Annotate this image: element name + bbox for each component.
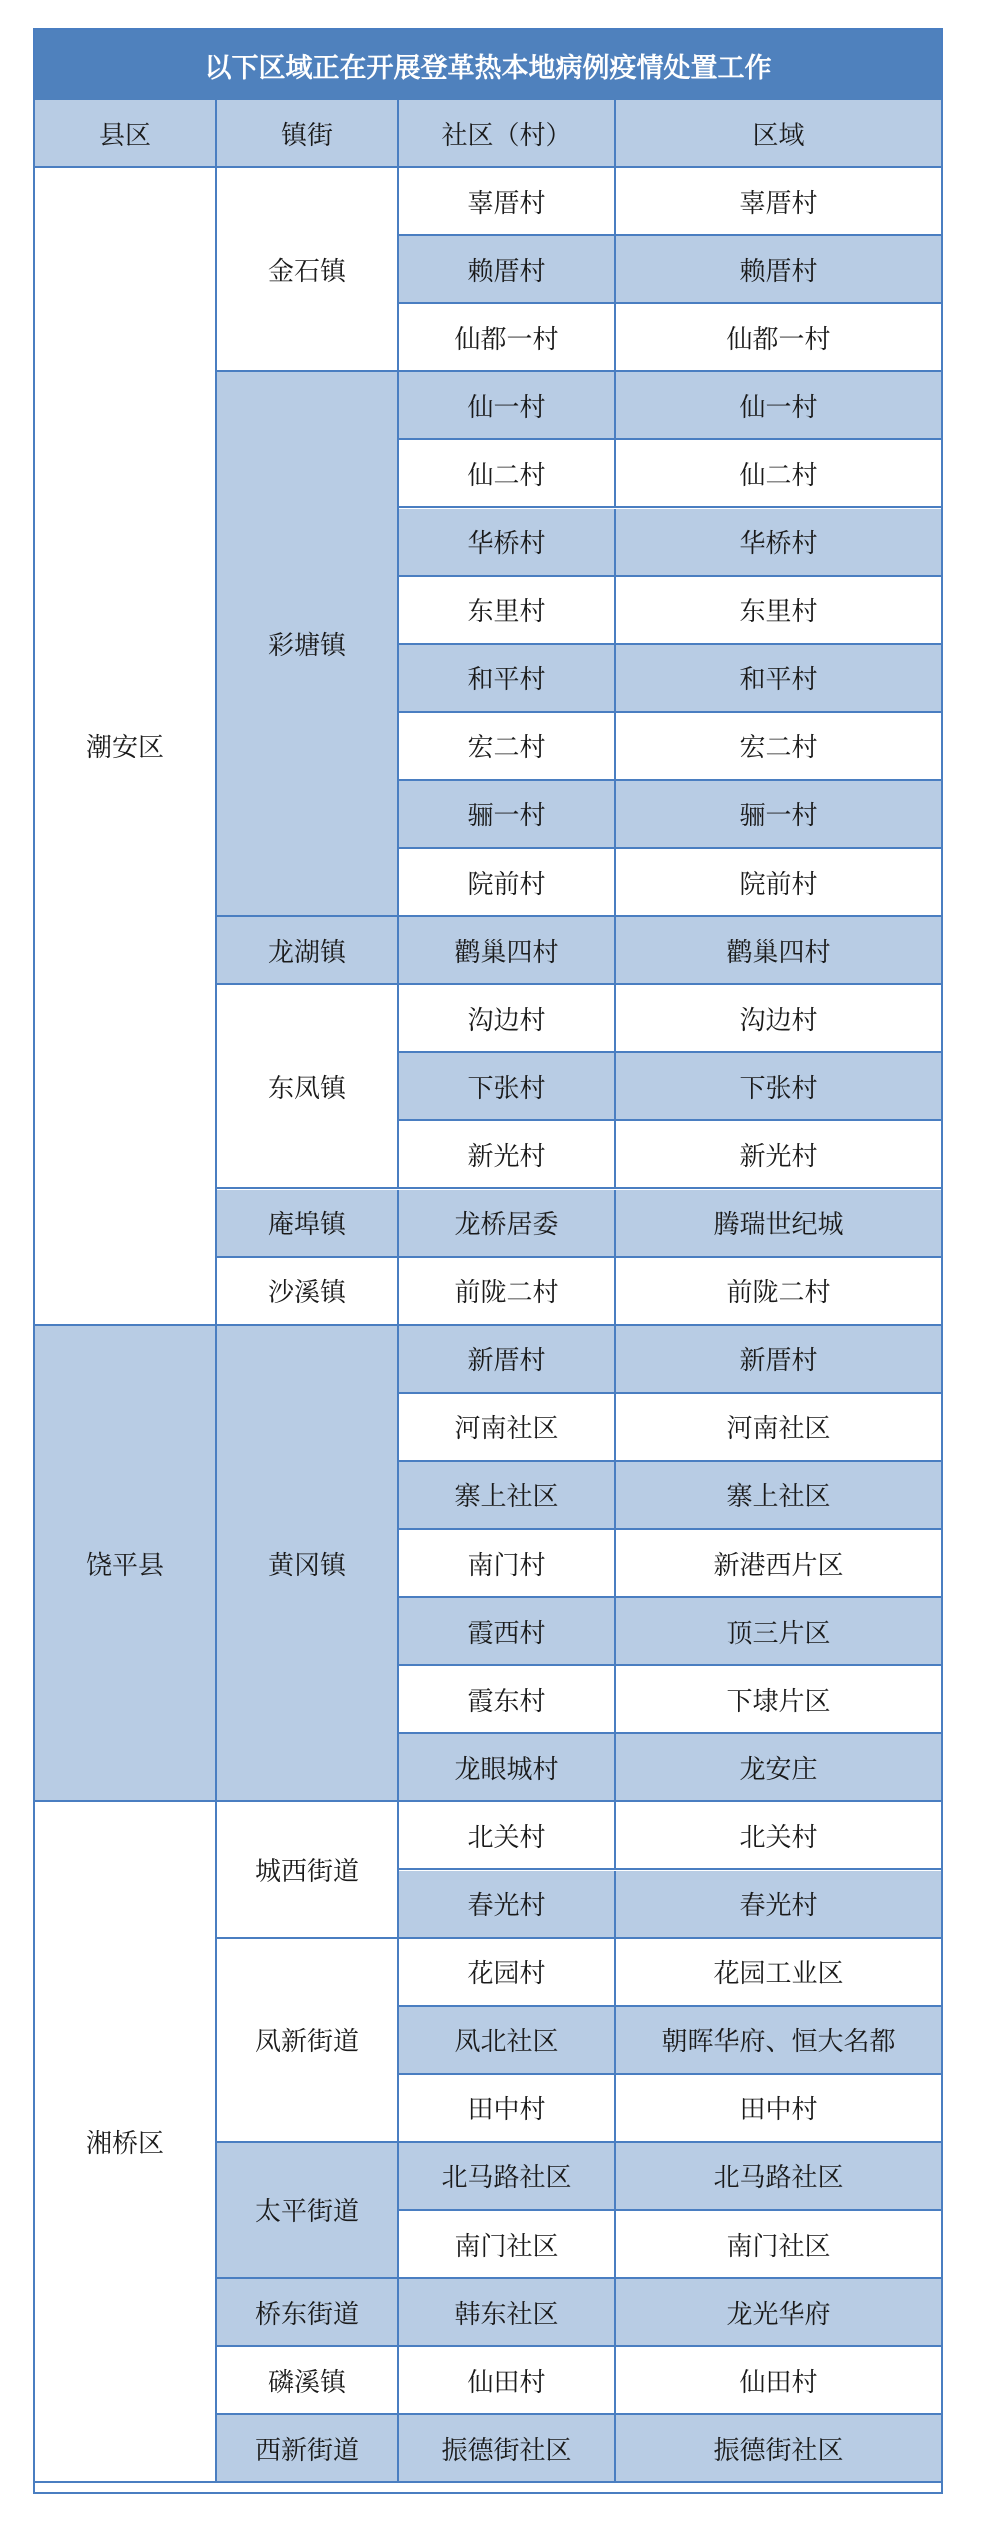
area-cell: 赖厝村	[616, 236, 941, 304]
village-cell: 仙一村	[399, 372, 616, 440]
village-cell: 赖厝村	[399, 236, 616, 304]
village-cell: 新光村	[399, 1121, 616, 1189]
area-cell: 华桥村	[616, 509, 941, 577]
village-cell: 春光村	[399, 1871, 616, 1939]
area-cell: 下张村	[616, 1053, 941, 1121]
town-cell: 金石镇	[217, 168, 399, 372]
area-cell: 新光村	[616, 1121, 941, 1189]
area-cell: 新港西片区	[616, 1530, 941, 1598]
area-cell: 北马路社区	[616, 2143, 941, 2211]
area-cell: 河南社区	[616, 1394, 941, 1462]
area-cell: 顶三片区	[616, 1598, 941, 1666]
county-cell: 潮安区	[35, 168, 217, 1326]
area-cell: 鹳巢四村	[616, 917, 941, 985]
village-cell: 花园村	[399, 1939, 616, 2007]
area-cell: 新厝村	[616, 1326, 941, 1394]
village-cell: 骊一村	[399, 781, 616, 849]
town-cell: 西新街道	[217, 2415, 399, 2483]
column-header: 区域	[616, 100, 941, 168]
county-cell: 湘桥区	[35, 1802, 217, 2483]
village-cell: 韩东社区	[399, 2279, 616, 2347]
village-cell: 凤北社区	[399, 2007, 616, 2075]
village-cell: 龙桥居委	[399, 1190, 616, 1258]
area-cell: 田中村	[616, 2075, 941, 2143]
area-cell: 仙田村	[616, 2347, 941, 2415]
area-cell: 振德街社区	[616, 2415, 941, 2483]
area-cell: 院前村	[616, 849, 941, 917]
town-cell: 黄冈镇	[217, 1326, 399, 1803]
town-cell: 庵埠镇	[217, 1190, 399, 1258]
area-cell: 下埭片区	[616, 1666, 941, 1734]
area-cell: 沟边村	[616, 985, 941, 1053]
village-cell: 东里村	[399, 577, 616, 645]
town-cell: 东凤镇	[217, 985, 399, 1189]
town-cell: 凤新街道	[217, 1939, 399, 2143]
area-cell: 和平村	[616, 645, 941, 713]
town-cell: 沙溪镇	[217, 1258, 399, 1326]
village-cell: 沟边村	[399, 985, 616, 1053]
town-cell: 城西街道	[217, 1802, 399, 1938]
area-cell: 骊一村	[616, 781, 941, 849]
area-cell: 仙二村	[616, 440, 941, 508]
area-cell: 龙安庄	[616, 1734, 941, 1802]
village-cell: 北马路社区	[399, 2143, 616, 2211]
column-header: 镇街	[217, 100, 399, 168]
town-cell: 桥东街道	[217, 2279, 399, 2347]
village-cell: 仙都一村	[399, 304, 616, 372]
area-cell: 腾瑞世纪城	[616, 1190, 941, 1258]
village-cell: 寨上社区	[399, 1462, 616, 1530]
village-cell: 辜厝村	[399, 168, 616, 236]
town-cell: 龙湖镇	[217, 917, 399, 985]
village-cell: 新厝村	[399, 1326, 616, 1394]
village-cell: 龙眼城村	[399, 1734, 616, 1802]
area-cell: 春光村	[616, 1871, 941, 1939]
village-cell: 南门村	[399, 1530, 616, 1598]
town-cell: 彩塘镇	[217, 372, 399, 917]
village-cell: 仙田村	[399, 2347, 616, 2415]
column-header: 社区（村）	[399, 100, 616, 168]
village-cell: 田中村	[399, 2075, 616, 2143]
table-title: 以下区域正在开展登革热本地病例疫情处置工作	[35, 30, 941, 100]
town-cell: 磷溪镇	[217, 2347, 399, 2415]
town-cell: 太平街道	[217, 2143, 399, 2279]
village-cell: 前陇二村	[399, 1258, 616, 1326]
area-cell: 朝晖华府、恒大名都	[616, 2007, 941, 2075]
area-cell: 南门社区	[616, 2211, 941, 2279]
village-cell: 下张村	[399, 1053, 616, 1121]
area-cell: 前陇二村	[616, 1258, 941, 1326]
village-cell: 南门社区	[399, 2211, 616, 2279]
village-cell: 北关村	[399, 1802, 616, 1870]
area-cell: 龙光华府	[616, 2279, 941, 2347]
village-cell: 振德街社区	[399, 2415, 616, 2483]
village-cell: 仙二村	[399, 440, 616, 508]
area-cell: 东里村	[616, 577, 941, 645]
village-cell: 霞东村	[399, 1666, 616, 1734]
village-cell: 院前村	[399, 849, 616, 917]
area-cell: 花园工业区	[616, 1939, 941, 2007]
village-cell: 河南社区	[399, 1394, 616, 1462]
area-cell: 仙都一村	[616, 304, 941, 372]
epidemic-area-table	[33, 28, 943, 2494]
column-header: 县区	[35, 100, 217, 168]
village-cell: 宏二村	[399, 713, 616, 781]
area-cell: 辜厝村	[616, 168, 941, 236]
village-cell: 霞西村	[399, 1598, 616, 1666]
county-cell: 饶平县	[35, 1326, 217, 1803]
village-cell: 和平村	[399, 645, 616, 713]
area-cell: 仙一村	[616, 372, 941, 440]
area-cell: 宏二村	[616, 713, 941, 781]
area-cell: 北关村	[616, 1802, 941, 1870]
area-cell: 寨上社区	[616, 1462, 941, 1530]
village-cell: 鹳巢四村	[399, 917, 616, 985]
village-cell: 华桥村	[399, 509, 616, 577]
